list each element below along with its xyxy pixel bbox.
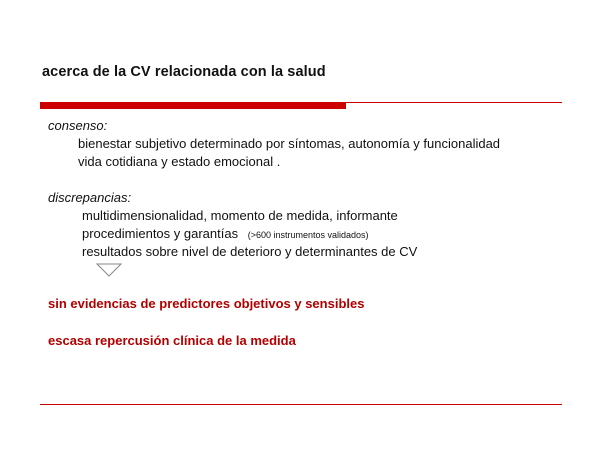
bottom-divider-line <box>40 404 562 405</box>
consenso-line-1: bienestar subjetivo determinado por síntomas, autonomía y funcionalidad <box>78 136 501 151</box>
discrepancias-line-2-main: procedimientos y garantías <box>82 226 239 241</box>
conclusion-line-1: sin evidencias de predictores objetivos y sensibles <box>48 296 365 311</box>
top-accent-bar <box>40 102 346 109</box>
discrepancias-heading: discrepancias: <box>48 190 132 205</box>
consenso-heading: consenso: <box>48 118 108 133</box>
discrepancias-line-3: resultados sobre nivel de deterioro y determinantes de CV <box>82 244 418 259</box>
slide-title: acerca de la CV relacionada con la salud <box>42 64 326 80</box>
discrepancias-line-1: multidimensionalidad, momento de medida, informante <box>82 208 398 223</box>
discrepancias-line-2-note: (>600 instrumentos validados) <box>247 230 369 240</box>
conclusion-line-2: escasa repercusión clínica de la medida <box>48 333 296 348</box>
consenso-line-2: vida cotidiana y estado emocional . <box>78 154 281 169</box>
discrepancias-line-2 <box>82 226 369 243</box>
down-arrow-outline-icon <box>96 263 122 277</box>
